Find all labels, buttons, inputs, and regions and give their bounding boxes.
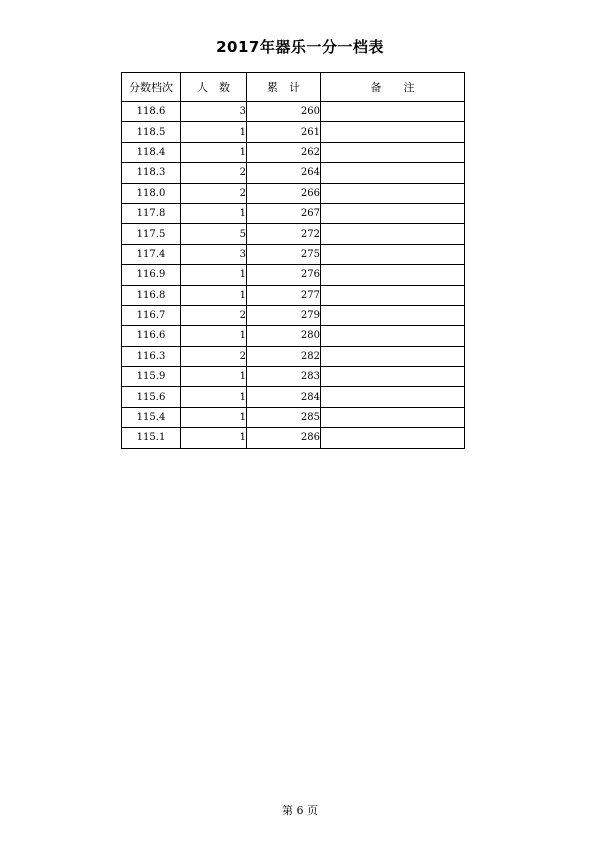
cell-cumulative: 283 [247,367,321,387]
table-row [122,244,465,264]
cell-cumulative: 276 [247,265,321,285]
cell-cumulative: 260 [247,102,321,122]
table-row [122,203,465,223]
cell-cumulative: 284 [247,387,321,407]
cell-count: 2 [181,163,247,183]
cell-count: 1 [181,326,247,346]
cell-note [321,407,465,427]
table-row [122,224,465,244]
cell-score: 116.7 [122,305,181,325]
cell-count: 1 [181,285,247,305]
table-row [122,346,465,366]
page-title: 2017年器乐一分一档表 [216,38,384,56]
cell-count: 1 [181,265,247,285]
cell-note [321,326,465,346]
cell-cumulative: 264 [247,163,321,183]
table-row [122,183,465,203]
cell-score: 117.4 [122,244,181,264]
cell-score: 116.8 [122,285,181,305]
cell-cumulative: 267 [247,203,321,223]
cell-cumulative: 272 [247,224,321,244]
table-row [122,305,465,325]
cell-cumulative: 285 [247,407,321,427]
cell-score: 117.5 [122,224,181,244]
page-number: 第 6 页 [282,804,318,817]
cell-count: 1 [181,142,247,162]
table-body [122,102,465,449]
cell-note [321,428,465,448]
cell-score: 118.6 [122,102,181,122]
header-count: 人 数 [181,73,247,102]
cell-note [321,203,465,223]
cell-cumulative: 261 [247,122,321,142]
cell-note [321,224,465,244]
cell-count: 2 [181,305,247,325]
cell-score: 115.4 [122,407,181,427]
table-row [122,367,465,387]
cell-count: 3 [181,244,247,264]
score-distribution-table [121,72,465,449]
cell-score: 115.6 [122,387,181,407]
cell-cumulative: 280 [247,326,321,346]
table-row [122,428,465,448]
cell-note [321,183,465,203]
cell-score: 117.8 [122,203,181,223]
table-row [122,387,465,407]
table-header-row [122,73,465,102]
cell-note [321,387,465,407]
cell-cumulative: 279 [247,305,321,325]
cell-score: 118.4 [122,142,181,162]
cell-count: 1 [181,122,247,142]
table-row [122,122,465,142]
table-row [122,265,465,285]
cell-note [321,367,465,387]
cell-score: 115.9 [122,367,181,387]
cell-cumulative: 275 [247,244,321,264]
table-row [122,142,465,162]
cell-note [321,305,465,325]
cell-score: 116.3 [122,346,181,366]
cell-note [321,285,465,305]
cell-count: 2 [181,183,247,203]
cell-score: 118.3 [122,163,181,183]
cell-score: 116.9 [122,265,181,285]
cell-cumulative: 286 [247,428,321,448]
cell-cumulative: 282 [247,346,321,366]
cell-count: 5 [181,224,247,244]
header-note: 备 注 [321,73,465,102]
cell-note [321,346,465,366]
cell-count: 1 [181,367,247,387]
table-row [122,326,465,346]
cell-count: 1 [181,428,247,448]
table-row [122,102,465,122]
cell-note [321,244,465,264]
header-cumulative: 累 计 [247,73,321,102]
cell-score: 118.5 [122,122,181,142]
cell-count: 1 [181,203,247,223]
cell-cumulative: 277 [247,285,321,305]
cell-cumulative: 266 [247,183,321,203]
cell-note [321,102,465,122]
cell-score: 118.0 [122,183,181,203]
table-row [122,163,465,183]
cell-score: 115.1 [122,428,181,448]
cell-count: 3 [181,102,247,122]
table-row [122,407,465,427]
cell-count: 1 [181,387,247,407]
cell-note [321,142,465,162]
cell-note [321,122,465,142]
table-row [122,285,465,305]
cell-cumulative: 262 [247,142,321,162]
header-score: 分数档次 [122,73,181,102]
cell-score: 116.6 [122,326,181,346]
cell-note [321,265,465,285]
cell-count: 1 [181,407,247,427]
cell-note [321,163,465,183]
cell-count: 2 [181,346,247,366]
